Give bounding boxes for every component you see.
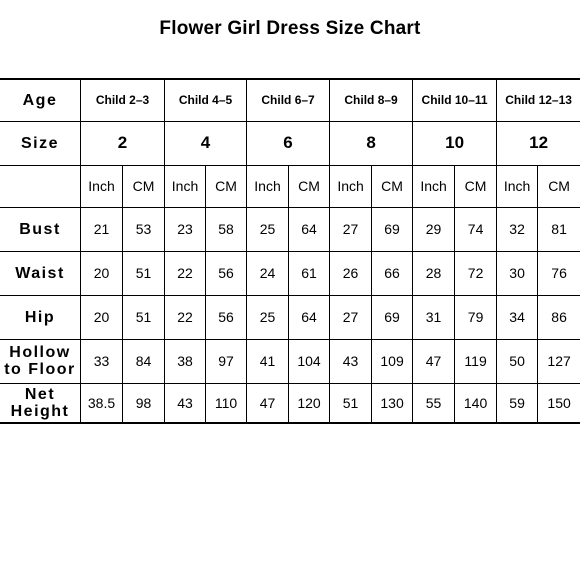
hip-value: 31 <box>413 295 455 339</box>
waist-value: 20 <box>81 251 123 295</box>
hip-value: 25 <box>247 295 289 339</box>
hip-value: 64 <box>289 295 330 339</box>
waist-value: 24 <box>247 251 289 295</box>
age-cell: Child 2–3 <box>81 79 165 121</box>
hollow-to-floor-value: 104 <box>289 339 330 383</box>
hollow-to-floor-value: 33 <box>81 339 123 383</box>
waist-value: 56 <box>206 251 247 295</box>
hip-value: 56 <box>206 295 247 339</box>
age-cell: Child 10–11 <box>413 79 497 121</box>
waist-value: 66 <box>372 251 413 295</box>
age-row <box>0 79 580 121</box>
row-label-hollow-line1: Hollow <box>9 344 71 361</box>
hip-value: 27 <box>330 295 372 339</box>
hip-value: 86 <box>538 295 580 339</box>
unit-inch-header: Inch <box>330 165 372 207</box>
size-chart-table <box>0 78 580 424</box>
bust-value: 81 <box>538 207 580 251</box>
hollow-to-floor-value: 41 <box>247 339 289 383</box>
net-height-value: 120 <box>289 383 330 423</box>
hollow-to-floor-value: 38 <box>165 339 206 383</box>
net-height-value: 43 <box>165 383 206 423</box>
hip-value: 22 <box>165 295 206 339</box>
age-cell: Child 4–5 <box>165 79 247 121</box>
waist-value: 28 <box>413 251 455 295</box>
row-label-net-line2: Height <box>10 402 70 420</box>
age-cell: Child 12–13 <box>497 79 580 121</box>
unit-inch-header: Inch <box>497 165 538 207</box>
bust-value: 23 <box>165 207 206 251</box>
page-title: Flower Girl Dress Size Chart <box>159 18 421 39</box>
net-height-value: 140 <box>455 383 497 423</box>
hip-row <box>0 295 580 339</box>
row-label-waist: Waist <box>0 251 81 295</box>
bust-value: 74 <box>455 207 497 251</box>
bust-value: 29 <box>413 207 455 251</box>
age-cell: Child 8–9 <box>330 79 413 121</box>
bust-value: 69 <box>372 207 413 251</box>
size-cell: 10 <box>413 121 497 165</box>
bust-value: 25 <box>247 207 289 251</box>
row-label-net-height <box>0 383 81 423</box>
hollow-to-floor-value: 47 <box>413 339 455 383</box>
size-cell: 12 <box>497 121 580 165</box>
hip-value: 34 <box>497 295 538 339</box>
unit-cm-header: CM <box>123 165 165 207</box>
waist-value: 26 <box>330 251 372 295</box>
hip-value: 51 <box>123 295 165 339</box>
bust-value: 58 <box>206 207 247 251</box>
unit-row <box>0 165 580 207</box>
unit-inch-header: Inch <box>247 165 289 207</box>
size-cell: 2 <box>81 121 165 165</box>
net-height-row <box>0 383 580 423</box>
hip-value: 79 <box>455 295 497 339</box>
unit-inch-header: Inch <box>165 165 206 207</box>
hollow-to-floor-row <box>0 339 580 383</box>
net-height-value: 38.5 <box>81 383 123 423</box>
size-cell: 4 <box>165 121 247 165</box>
row-label-hip: Hip <box>0 295 81 339</box>
net-height-value: 98 <box>123 383 165 423</box>
bust-value: 32 <box>497 207 538 251</box>
unit-cm-header: CM <box>206 165 247 207</box>
hip-value: 20 <box>81 295 123 339</box>
net-height-value: 47 <box>247 383 289 423</box>
size-row <box>0 121 580 165</box>
net-height-value: 150 <box>538 383 580 423</box>
net-height-value: 59 <box>497 383 538 423</box>
hip-value: 69 <box>372 295 413 339</box>
net-height-value: 130 <box>372 383 413 423</box>
unit-cm-header: CM <box>372 165 413 207</box>
hollow-to-floor-value: 50 <box>497 339 538 383</box>
hollow-to-floor-value: 127 <box>538 339 580 383</box>
waist-value: 72 <box>455 251 497 295</box>
unit-cm-header: CM <box>538 165 580 207</box>
row-label-hollow-line2: to Floor <box>4 361 76 378</box>
waist-value: 61 <box>289 251 330 295</box>
row-label-size: Size <box>0 121 81 165</box>
waist-value: 51 <box>123 251 165 295</box>
row-label-hollow-to-floor <box>0 339 81 383</box>
bust-value: 53 <box>123 207 165 251</box>
row-label-age: Age <box>0 79 81 121</box>
blank-cell <box>0 165 81 207</box>
age-cell: Child 6–7 <box>247 79 330 121</box>
unit-inch-header: Inch <box>413 165 455 207</box>
hollow-to-floor-value: 97 <box>206 339 247 383</box>
hollow-to-floor-value: 109 <box>372 339 413 383</box>
size-cell: 8 <box>330 121 413 165</box>
bust-value: 64 <box>289 207 330 251</box>
waist-value: 76 <box>538 251 580 295</box>
row-label-net-line1: Net <box>24 385 56 403</box>
net-height-value: 55 <box>413 383 455 423</box>
unit-inch-header: Inch <box>81 165 123 207</box>
hollow-to-floor-value: 119 <box>455 339 497 383</box>
bust-row <box>0 207 580 251</box>
row-label-bust: Bust <box>0 207 81 251</box>
waist-value: 22 <box>165 251 206 295</box>
hollow-to-floor-value: 43 <box>330 339 372 383</box>
net-height-value: 51 <box>330 383 372 423</box>
unit-cm-header: CM <box>455 165 497 207</box>
bust-value: 27 <box>330 207 372 251</box>
waist-value: 30 <box>497 251 538 295</box>
unit-cm-header: CM <box>289 165 330 207</box>
hollow-to-floor-value: 84 <box>123 339 165 383</box>
bust-value: 21 <box>81 207 123 251</box>
size-cell: 6 <box>247 121 330 165</box>
net-height-value: 110 <box>206 383 247 423</box>
waist-row <box>0 251 580 295</box>
